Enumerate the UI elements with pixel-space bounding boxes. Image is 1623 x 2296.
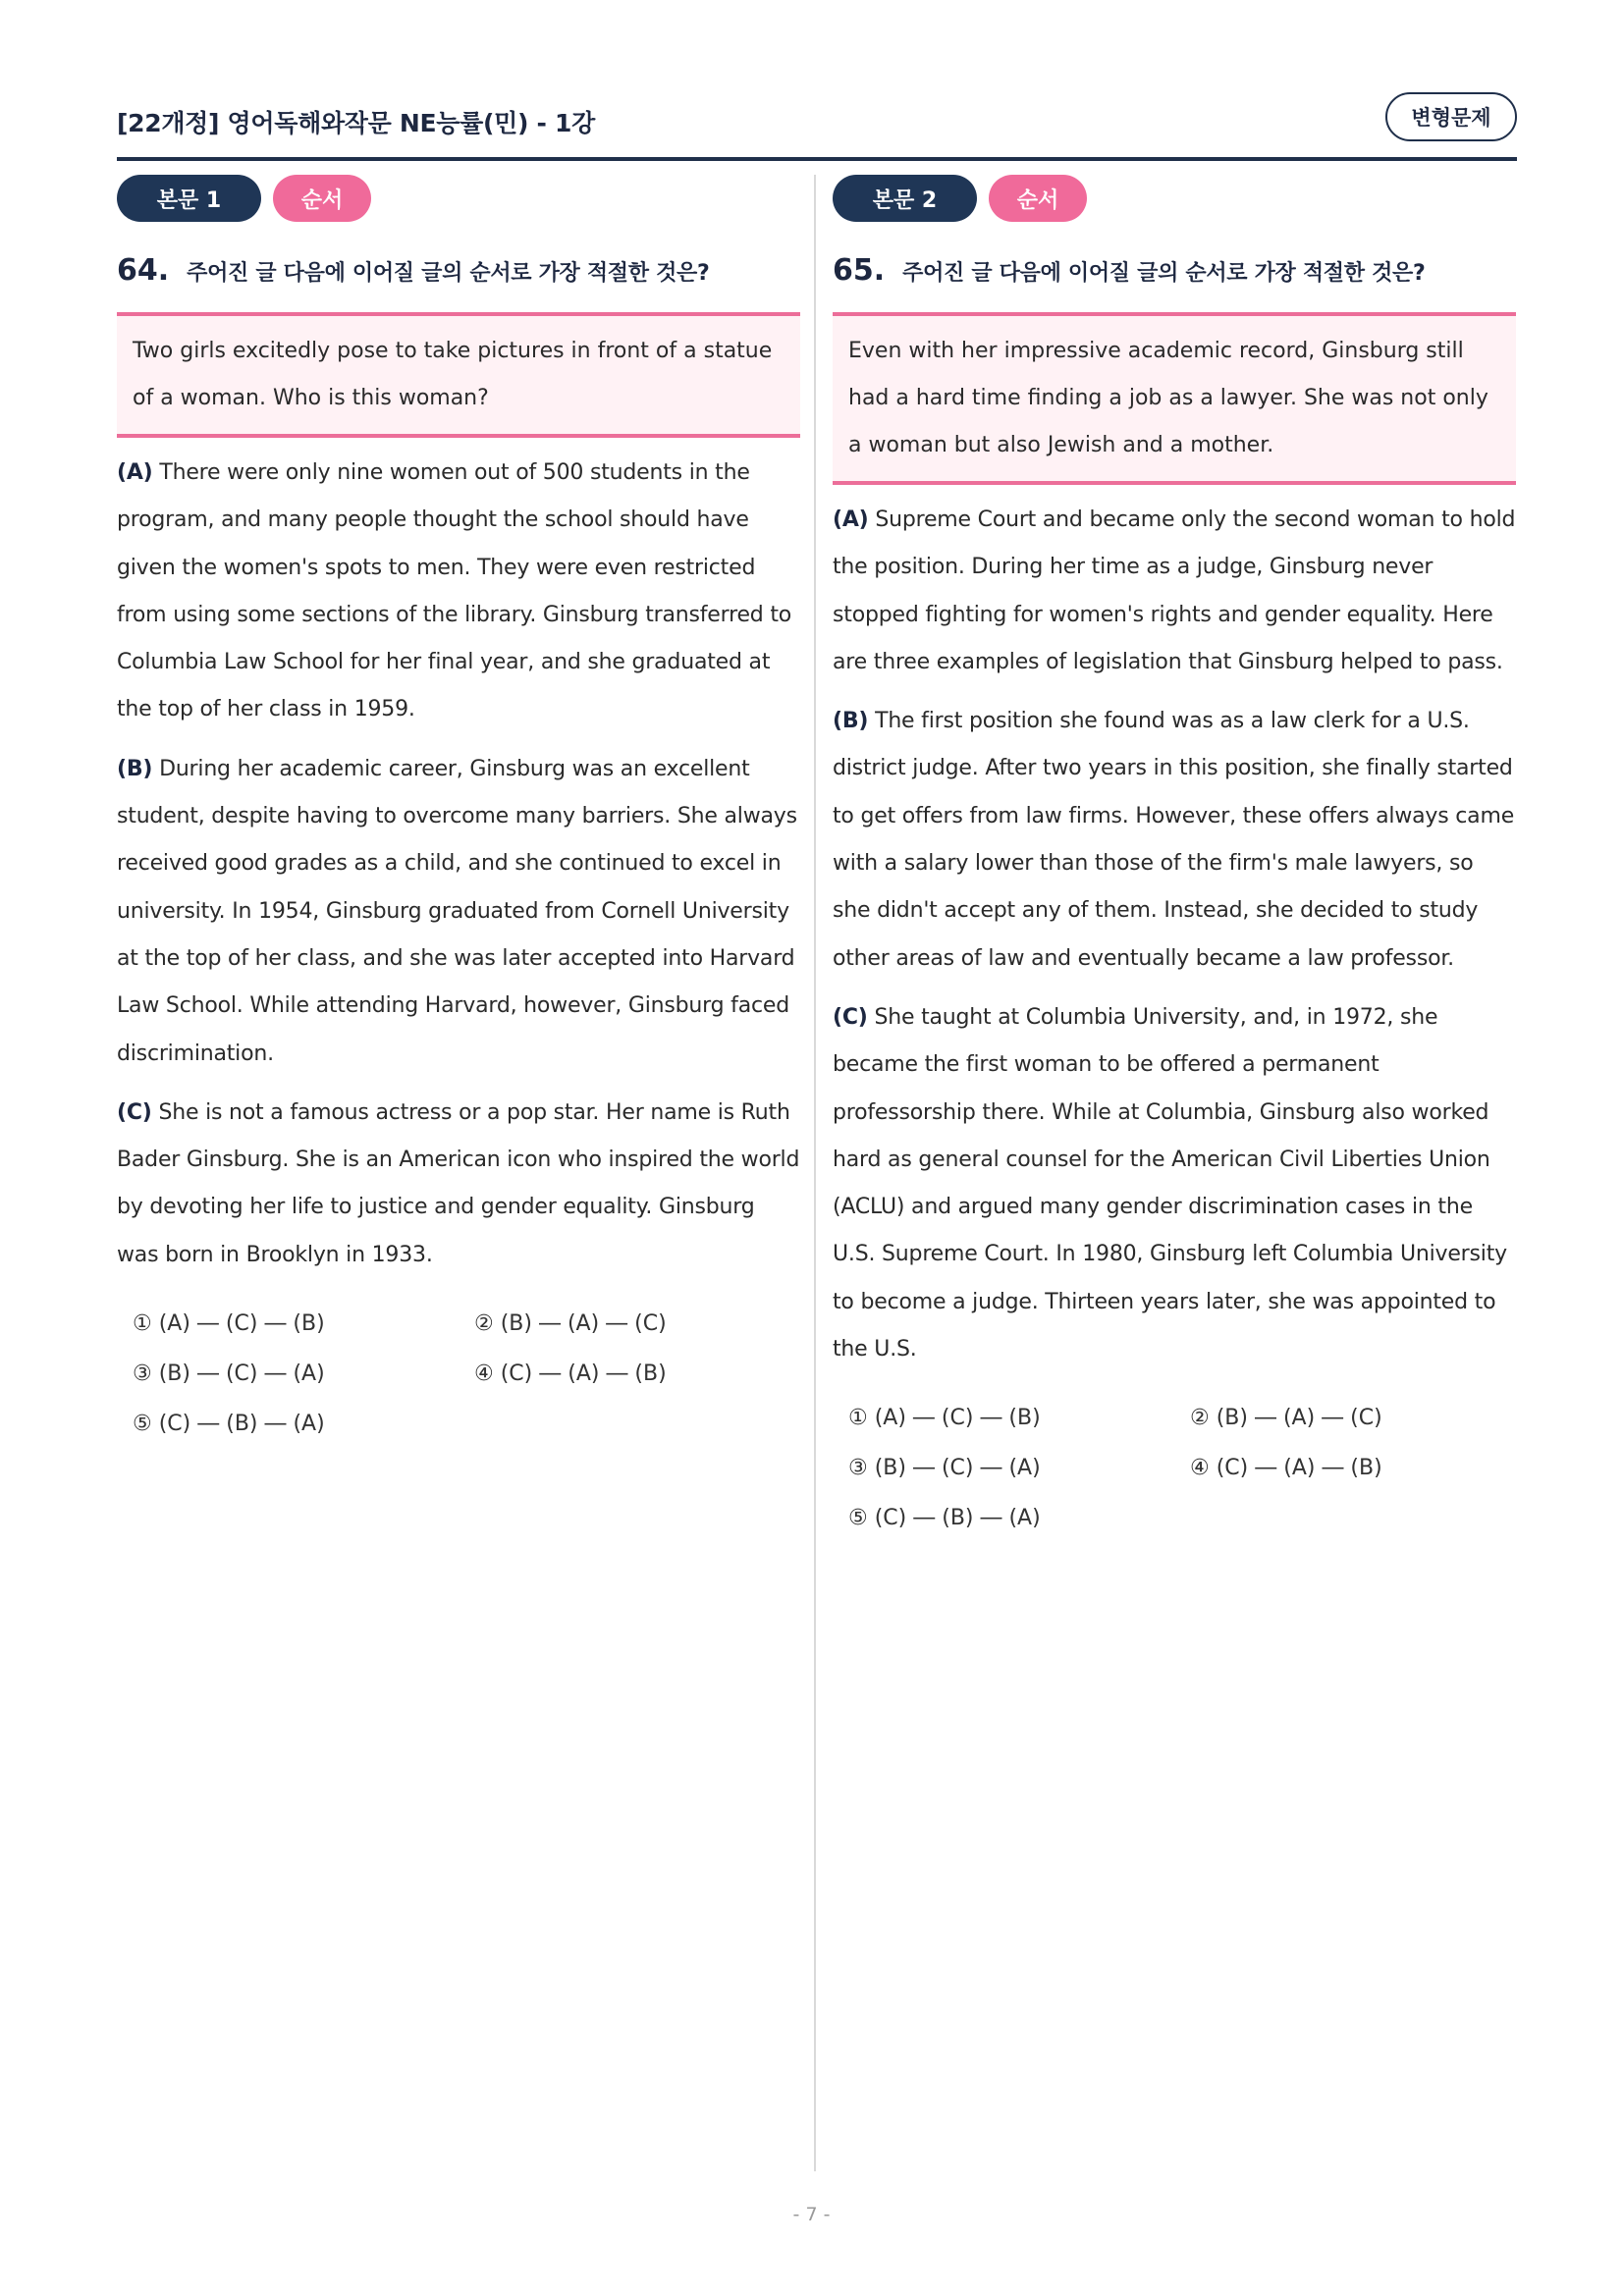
given-passage: Two girls excitedly pose to take pictures in front of a statue of a woman. Who is this woman?: [117, 316, 800, 438]
question-64-column: [117, 175, 800, 1449]
paragraph-text: There were only nine women out of 500 students in the program, and many people thought the school should have given the women's spots to men. They were even restricted from using some sections of the library. Ginsburg transferred to Columbia Law School for her final year, and she graduated at the top of her class in 1959.: [117, 460, 792, 722]
choice-2[interactable]: ② (B) ― (A) ― (C): [1190, 1406, 1382, 1431]
tag-row: [117, 175, 800, 222]
paragraph-text: The first position she found was as a law clerk for a U.S. district judge. After two years in this position, she finally started to get offers from law firms. However, these offers always came with a salary lower than those of the firm's male lawyers, so she didn't accept any of them. Instead, she decided to study other areas of law and eventually became a law professor.: [833, 709, 1515, 971]
choice-1[interactable]: ① (A) ― (C) ― (B): [133, 1311, 325, 1337]
passage-tag: 본문 2: [833, 175, 977, 222]
paragraph-text: Supreme Court and became only the second woman to hold the position. During her time as a judge, Ginsburg never stopped fighting for women's rights and gender equality. Here are three examples of legislation that Ginsburg helped to pass.: [833, 507, 1516, 674]
question-prompt: 주어진 글 다음에 이어질 글의 순서로 가장 적절한 것은?: [902, 261, 1426, 286]
document-title: [22개정] 영어독해와작문 NE능률(민) - 1강: [117, 109, 595, 137]
page-number: - 7 -: [792, 2204, 831, 2225]
passage-tag: 본문 1: [117, 175, 261, 222]
paragraph-text: She is not a famous actress or a pop star. Her name is Ruth Bader Ginsburg. She is an American icon who inspired the world by devoting her life to justice and gender equality. Ginsburg was born in Brooklyn in 1933.: [117, 1099, 800, 1267]
choice-3[interactable]: ③ (B) ― (C) ― (A): [848, 1456, 1041, 1481]
paragraph-b: [117, 746, 800, 1078]
question-heading: [833, 253, 1516, 316]
paragraph-text: She taught at Columbia University, and, in 1972, she became the first woman to be offered a permanent professorship there. While at Columbia, Ginsburg also worked hard as general counsel for the American Civil Liberties Union (ACLU) and argued many gender discrimination cases in the U.S. Supreme Court. In 1980, Ginsburg left Columbia University to become a judge. Thirteen years later, she was appointed to the U.S.: [833, 1004, 1507, 1362]
question-number: 64.: [117, 253, 170, 288]
page-header: [117, 92, 1517, 161]
choice-4[interactable]: ④ (C) ― (A) ― (B): [1190, 1456, 1382, 1481]
given-passage: Even with her impressive academic record, Ginsburg still had a hard time finding a job as a lawyer. She was not only a woman but also Jewish and a mother.: [833, 316, 1516, 485]
tag-row: [833, 175, 1516, 222]
type-tag: 순서: [273, 175, 371, 222]
type-tag: 순서: [989, 175, 1087, 222]
paragraph-a: [833, 497, 1516, 686]
paragraph-label: (C): [117, 1099, 152, 1125]
paragraph-label: (A): [117, 460, 153, 485]
choice-4[interactable]: ④ (C) ― (A) ― (B): [474, 1362, 667, 1387]
paragraph-label: (B): [833, 709, 869, 734]
question-heading: [117, 253, 800, 316]
choice-2[interactable]: ② (B) ― (A) ― (C): [474, 1311, 667, 1337]
paragraph-c: [117, 1090, 800, 1279]
paragraph-a: [117, 450, 800, 734]
question-prompt: 주어진 글 다음에 이어질 글의 순서로 가장 적절한 것은?: [187, 261, 710, 286]
paragraph-b: [833, 698, 1516, 983]
paragraph-text: During her academic career, Ginsburg was an excellent student, despite having to overcome many barriers. She always received good grades as a child, and she continued to excel in university. In 1954, Ginsburg graduated from Cornell University at the top of her class, and she was later accepted into Harvard Law School. While attending Harvard, however, Ginsburg faced discrimination.: [117, 756, 797, 1066]
paragraph-label: (A): [833, 507, 869, 532]
paragraph-label: (B): [117, 756, 153, 781]
choice-5[interactable]: ⑤ (C) ― (B) ― (A): [133, 1412, 325, 1437]
column-divider: [814, 175, 816, 2171]
question-number: 65.: [833, 253, 886, 288]
choice-3[interactable]: ③ (B) ― (C) ― (A): [133, 1362, 325, 1387]
variant-badge: 변형문제: [1385, 92, 1517, 141]
paragraph-c: [833, 994, 1516, 1373]
choice-5[interactable]: ⑤ (C) ― (B) ― (A): [848, 1506, 1041, 1531]
question-65-column: [833, 175, 1516, 1543]
paragraph-label: (C): [833, 1004, 868, 1030]
choice-1[interactable]: ① (A) ― (C) ― (B): [848, 1406, 1041, 1431]
answer-choices: [117, 1299, 800, 1449]
answer-choices: [833, 1393, 1516, 1543]
